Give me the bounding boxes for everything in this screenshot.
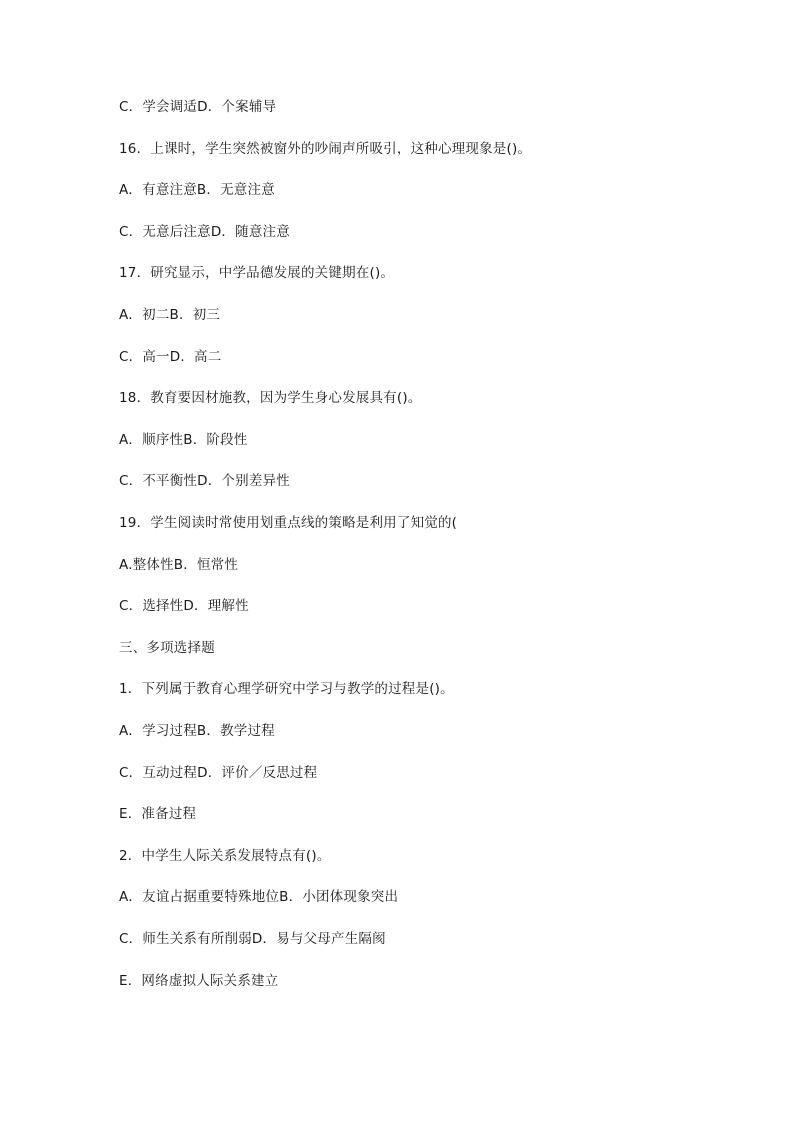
- multi-option-line-2-cd: C．师生关系有所削弱D．易与父母产生隔阂: [119, 931, 386, 947]
- option-line-18-ab: A．顺序性B．阶段性: [119, 432, 248, 448]
- question-17: 17．研究显示，中学品德发展的关键期在()。: [119, 265, 395, 281]
- option-line-16-cd: C．无意后注意D．随意注意: [119, 224, 290, 240]
- option-line-17-cd: C．高一D．高二: [119, 349, 222, 365]
- multi-option-line-2-e: E．网络虚拟人际关系建立: [119, 973, 279, 989]
- multi-option-line-1-e: E．准备过程: [119, 806, 197, 822]
- multi-question-2: 2．中学生人际关系发展特点有()。: [119, 848, 331, 864]
- option-line-19-cd: C．选择性D．理解性: [119, 598, 249, 614]
- option-line-15-cd: C．学会调适D．个案辅导: [119, 99, 277, 115]
- option-line-17-ab: A．初二B．初三: [119, 307, 221, 323]
- multi-option-line-2-ab: A．友谊占据重要特殊地位B．小团体现象突出: [119, 889, 399, 905]
- option-line-18-cd: C．不平衡性D．个别差异性: [119, 473, 290, 489]
- question-18: 18．教育要因材施教，因为学生身心发展具有()。: [119, 390, 422, 406]
- section-heading: 三、多项选择题: [119, 640, 215, 656]
- question-16: 16．上课时，学生突然被窗外的吵闹声所吸引，这种心理现象是()。: [119, 141, 532, 157]
- multi-option-line-1-cd: C．互动过程D．评价／反思过程: [119, 765, 318, 781]
- multi-question-1: 1．下列属于教育心理学研究中学习与教学的过程是()。: [119, 681, 454, 697]
- option-line-16-ab: A．有意注意B．无意注意: [119, 182, 275, 198]
- option-line-19-ab: A.整体性B．恒常性: [119, 557, 239, 573]
- question-19: 19．学生阅读时常使用划重点线的策略是利用了知觉的(: [119, 515, 458, 531]
- multi-option-line-1-ab: A．学习过程B．教学过程: [119, 723, 275, 739]
